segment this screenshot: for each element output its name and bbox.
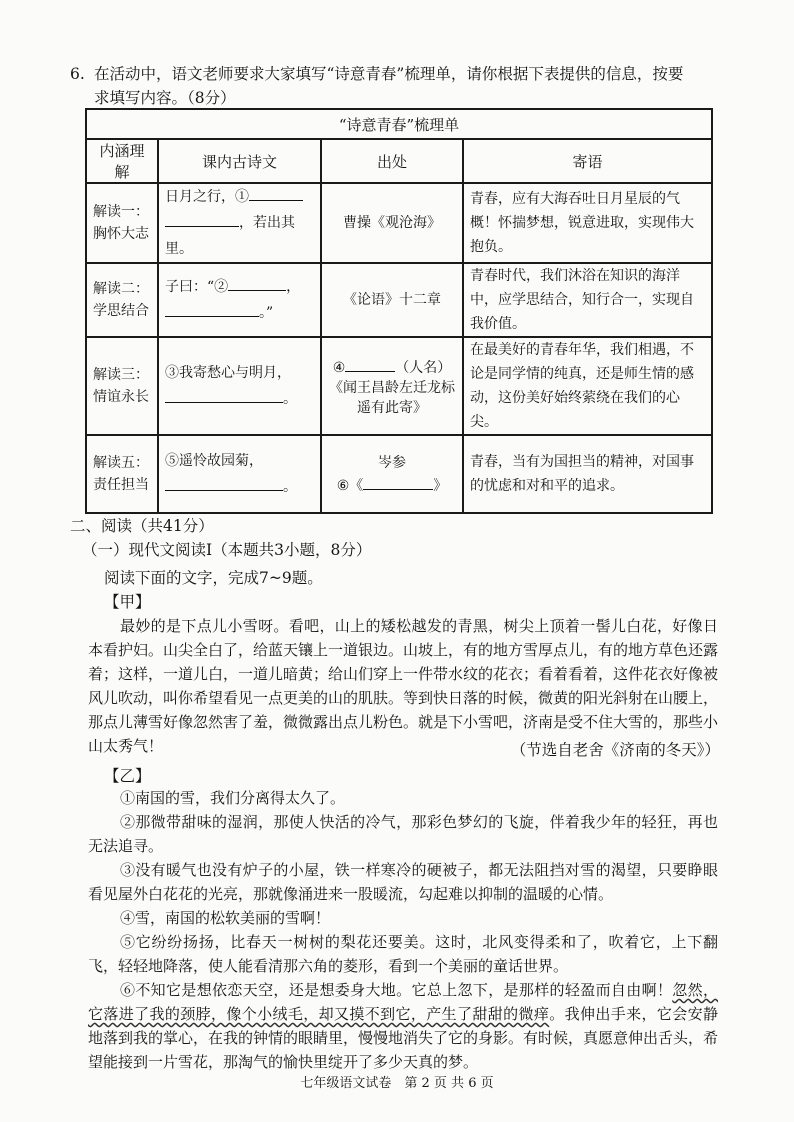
table-row <box>86 435 712 513</box>
source-cell: 《论语》十二章 <box>321 263 463 337</box>
answer-blank-1[interactable] <box>249 184 303 201</box>
paragraph-text: 。我伸出手来，它会安静地落到我的掌心，在我的钟情的眼睛里，慢慢地消失了它的身影。有时候，真愿意伸出舌头，希望能接到一片雪花，那淘气的愉快里绽开了多少天真的梦。 <box>88 1005 719 1071</box>
interp-cell: 解读一：胸怀大志 <box>86 183 158 263</box>
source-cell <box>321 435 463 513</box>
interp-cell: 解读三：情谊永长 <box>86 337 158 435</box>
answer-blank-2b[interactable] <box>165 300 259 317</box>
passage-jia-source: （节选自老舍《济南的冬天》） <box>510 741 720 759</box>
passage-yi-paragraph <box>88 978 718 1074</box>
passage-yi-paragraph: ⑤它纷纷扬扬，比春天一树树的梨花还要美。这时，北风变得柔和了，吹着它，上下翻飞，轻轻地降落，使人能看清那六角的菱形，看到一个美丽的童话世界。 <box>88 933 718 975</box>
answer-blank-3[interactable] <box>165 386 283 403</box>
interp-cell: 解读五：责任担当 <box>86 435 158 513</box>
poem-cell <box>158 337 321 435</box>
header-message: 寄语 <box>463 139 712 183</box>
paragraph-text: ⑥不知它是想依恋天空，还是想委身大地。它总上忽下，是那样的轻盈而自由啊！ <box>120 981 673 999</box>
passage-yi-paragraph: ②那微带甜味的湿润，那使人快活的冷气，那彩色梦幻的飞旋，伴着我少年的轻狂，再也无法追寻。 <box>88 813 718 855</box>
table-row <box>86 183 712 263</box>
table-row <box>86 263 712 337</box>
poetry-sorting-table <box>85 108 713 514</box>
header-source: 出处 <box>321 139 463 183</box>
poem-text: ⑤遥怜故园菊， <box>165 453 263 469</box>
question-text-line2: 求填写内容。（8分） <box>94 89 236 107</box>
passage-yi-label: 【乙】 <box>104 767 151 785</box>
answer-blank-6[interactable] <box>363 473 433 490</box>
message-cell: 青春，应有大海吞吐日月星辰的气概！怀揣梦想，锐意进取，实现伟大抱负。 <box>463 183 712 263</box>
poem-text: ，若出其里。 <box>165 215 295 257</box>
header-poem: 课内古诗文 <box>158 139 321 183</box>
poem-text: 子曰：“② <box>165 279 229 295</box>
answer-blank-5[interactable] <box>165 474 283 491</box>
poem-cell: 子曰：“② ， 。” <box>158 263 321 337</box>
poem-cell: ⑤遥怜故园菊， 。 <box>158 435 321 513</box>
poem-text: 。 <box>283 391 297 407</box>
section-title: 二、阅读（共41分） <box>70 517 214 535</box>
passage-yi-paragraph: ④雪，南国的松软美丽的雪啊！ <box>120 909 331 927</box>
interp-cell: 解读二：学思结合 <box>86 263 158 337</box>
poem-cell <box>158 183 321 263</box>
source-cell <box>321 337 463 435</box>
source-text: ⑥《 <box>336 477 364 494</box>
poem-text: 日月之行，① <box>165 189 249 205</box>
table-title: “诗意青春”梳理单 <box>86 109 712 139</box>
answer-blank-1b[interactable] <box>165 210 239 227</box>
source-cell: 曹操《观沧海》 <box>321 183 463 263</box>
message-cell: 青春，当有为国担当的精神，对国事的忧虑和对和平的追求。 <box>463 435 712 513</box>
message-cell: 青春时代，我们沐浴在知识的海洋中，应学思结合，知行合一，实现自我价值。 <box>463 263 712 337</box>
source-text: 》 <box>433 477 448 494</box>
table-row <box>86 337 712 435</box>
wavy-underlined-text: 忽然，它落进了我的颈脖，像个小绒毛，却又摸不到它，产生了甜甜的微痒 <box>88 981 718 1023</box>
source-text: ④ <box>332 359 346 376</box>
answer-blank-2[interactable] <box>228 274 286 291</box>
poem-text: ③我寄愁心与明月， <box>165 365 291 381</box>
message-cell: 在最美好的青春年华，我们相遇，不论是同学情的纯真，还是师生情的感动，这份美好始终萦绕在我们的心尖。 <box>463 337 712 435</box>
question-text-line1: 在活动中，语文老师要求大家填写“诗意青春”梳理单，请你根据下表提供的信息，按要 <box>94 65 684 83</box>
passage-yi-paragraph: ③没有暖气也没有炉子的小屋，铁一样寒冷的硬被子，都无法阻挡对雪的渴望，只要睁眼看见屋外白花花的光亮，那就像涌进来一股暖流，勾起难以抑制的温暖的心情。 <box>88 861 718 903</box>
subsection-title: （一）现代文阅读Ⅰ（本题共3小题，8分） <box>82 541 372 559</box>
question-number: 6. <box>70 65 85 83</box>
passage-jia-label: 【甲】 <box>104 593 151 611</box>
page-footer: 七年级语文试卷 第 2 页 共 6 页 <box>300 1076 494 1091</box>
passage-yi-paragraph: ①南国的雪，我们分离得太久了。 <box>120 789 346 807</box>
passage-jia-text: 最妙的是下点儿小雪呀。看吧，山上的矮松越发的青黑，树尖上顶着一髻儿白花，好像日本看护妇。山尖全白了，给蓝天镶上一道银边。山坡上，有的地方雪厚点儿，有的地方草色还露着；这样，一道儿白，一道儿暗黄；给山们穿上一件带水纹的花衣；看着看着，这件花衣好像被风儿吹动，叫你希望看见一点更美的山的肌肤。等到快日落的时候，微黄的阳光斜射在山腰上，那点儿薄雪好像忽然害了羞，微微露出点儿粉色。就是下小雪吧，济南是受不住大雪的，那些小山太秀气！ <box>88 617 719 755</box>
poem-text: 。” <box>259 305 274 321</box>
question-6 <box>70 62 740 110</box>
source-author: 岑参 <box>378 454 406 471</box>
header-interp: 内涵理解 <box>86 139 158 183</box>
reading-instruction: 阅读下面的文字，完成7~9题。 <box>104 569 323 587</box>
source-text: （人名） <box>395 359 452 376</box>
answer-blank-4[interactable] <box>345 355 395 372</box>
source-title: 《闻王昌龄左迁龙标遥有此寄》 <box>329 379 455 416</box>
